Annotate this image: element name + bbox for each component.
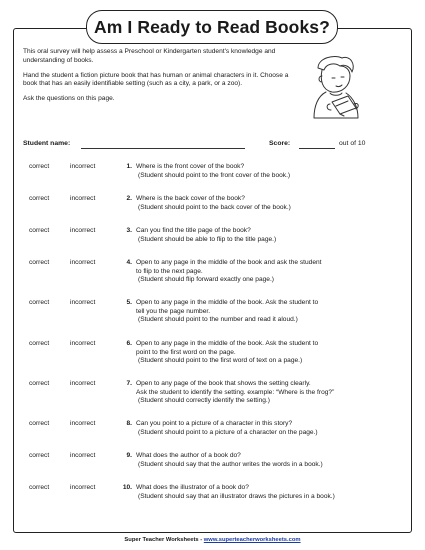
child-reading-illustration xyxy=(300,52,374,122)
question-row xyxy=(23,163,403,193)
question-line: Ask the student to identify the setting. example: “Where is the frog?” xyxy=(136,388,335,396)
correct-option[interactable]: correct xyxy=(29,259,50,266)
correct-option[interactable]: correct xyxy=(29,299,50,306)
question-line: What does the illustrator of a book do? xyxy=(136,484,249,491)
incorrect-option[interactable]: incorrect xyxy=(70,380,96,387)
intro-paragraph: Ask the questions on this page. xyxy=(23,95,115,103)
answer-note: (Student should correctly identify the setting.) xyxy=(138,397,270,405)
question-line: Open to any page in the middle of the book. Ask the student to xyxy=(136,340,319,347)
question-text xyxy=(136,420,398,437)
question-number: 5. xyxy=(126,299,132,306)
question-line: What does the author of a book do? xyxy=(136,452,241,459)
question-text xyxy=(136,484,398,501)
student-name-label: Student name: xyxy=(23,140,71,147)
intro-paragraph: This oral survey will help assess a Preschool or Kindergarten student's knowledge and understanding of books. xyxy=(23,48,276,64)
question-row xyxy=(23,195,403,225)
question-text xyxy=(136,259,398,285)
footer xyxy=(0,537,425,543)
question-text xyxy=(136,299,398,325)
correct-option[interactable]: correct xyxy=(29,195,50,202)
question-text xyxy=(136,163,398,180)
footer-url-link[interactable]: www.superteacherworksheets.com xyxy=(203,537,301,543)
question-number: 6. xyxy=(126,340,132,347)
intro-paragraph: Hand the student a fiction picture book that has human or animal characters in it. Choose a book that has an easily identifiable setting (such as a city, a park, or a zoo). xyxy=(23,71,289,88)
question-line: point to the first word on the page. xyxy=(136,348,236,356)
incorrect-option[interactable]: incorrect xyxy=(70,299,96,306)
student-name-field[interactable] xyxy=(81,148,245,149)
score-field[interactable] xyxy=(299,148,335,149)
question-line: Open to any page of the book that shows the setting clearly. xyxy=(136,380,311,387)
question-number: 4. xyxy=(126,259,132,266)
question-text xyxy=(136,227,398,244)
footer-brand: Super Teacher Worksheets xyxy=(124,537,199,543)
question-text xyxy=(136,452,398,469)
answer-note: (Student should point to the front cover of the book.) xyxy=(138,171,291,179)
answer-note: (Student should say that an illustrator draws the pictures in a book.) xyxy=(138,492,335,500)
question-row xyxy=(23,227,403,257)
correct-option[interactable]: correct xyxy=(29,380,50,387)
question-number: 3. xyxy=(126,227,132,234)
score-out-of: out of 10 xyxy=(339,140,366,147)
question-line: tell you the page number. xyxy=(136,307,211,315)
incorrect-option[interactable]: incorrect xyxy=(70,420,96,427)
correct-option[interactable]: correct xyxy=(29,452,50,459)
correct-option[interactable]: correct xyxy=(29,484,50,491)
question-line: Can you point to a picture of a character in this story? xyxy=(136,420,293,427)
correct-option[interactable]: correct xyxy=(29,163,50,170)
question-row xyxy=(23,484,403,514)
incorrect-option[interactable]: incorrect xyxy=(70,227,96,234)
question-number: 8. xyxy=(126,420,132,427)
score-label: Score: xyxy=(269,140,291,147)
question-number: 9. xyxy=(126,452,132,459)
answer-note: (Student should point to a picture of a character on the page.) xyxy=(138,428,318,436)
question-row xyxy=(23,452,403,482)
answer-note: (Student should be able to flip to the title page.) xyxy=(138,235,277,243)
question-row xyxy=(23,420,403,450)
footer-separator: - xyxy=(198,537,204,543)
student-info-row xyxy=(23,140,403,152)
question-line: Open to any page in the middle of the book. Ask the student to xyxy=(136,299,319,306)
question-line: Can you find the title page of the book? xyxy=(136,227,251,234)
correct-option[interactable]: correct xyxy=(29,340,50,347)
question-number: 7. xyxy=(126,380,132,387)
answer-note: (Student should flip forward exactly one page.) xyxy=(138,276,274,284)
question-text xyxy=(136,340,398,366)
question-line: Where is the back cover of the book? xyxy=(136,195,245,202)
incorrect-option[interactable]: incorrect xyxy=(70,340,96,347)
incorrect-option[interactable]: incorrect xyxy=(70,259,96,266)
incorrect-option[interactable]: incorrect xyxy=(70,195,96,202)
page-title: Am I Ready to Read Books? xyxy=(86,10,338,44)
question-text xyxy=(136,380,398,406)
correct-option[interactable]: correct xyxy=(29,420,50,427)
question-text xyxy=(136,195,398,212)
question-row xyxy=(23,299,403,329)
question-line: to flip to the next page. xyxy=(136,267,203,275)
answer-note: (Student should point to the first word of text on a page.) xyxy=(138,357,303,365)
answer-note: (Student should point to the back cover of the book.) xyxy=(138,203,291,211)
incorrect-option[interactable]: incorrect xyxy=(70,452,96,459)
question-row xyxy=(23,259,403,289)
answer-note: (Student should say that the author writes the words in a book.) xyxy=(138,460,323,468)
intro-text xyxy=(23,48,291,110)
question-line: Where is the front cover of the book? xyxy=(136,163,245,170)
question-row xyxy=(23,380,403,410)
question-number: 1. xyxy=(126,163,132,170)
answer-note: (Student should point to the number and read it aloud.) xyxy=(138,316,298,324)
incorrect-option[interactable]: incorrect xyxy=(70,163,96,170)
question-row xyxy=(23,340,403,370)
question-line: Open to any page in the middle of the book and ask the student xyxy=(136,259,322,266)
incorrect-option[interactable]: incorrect xyxy=(70,484,96,491)
correct-option[interactable]: correct xyxy=(29,227,50,234)
question-number: 10. xyxy=(122,484,132,491)
question-number: 2. xyxy=(126,195,132,202)
